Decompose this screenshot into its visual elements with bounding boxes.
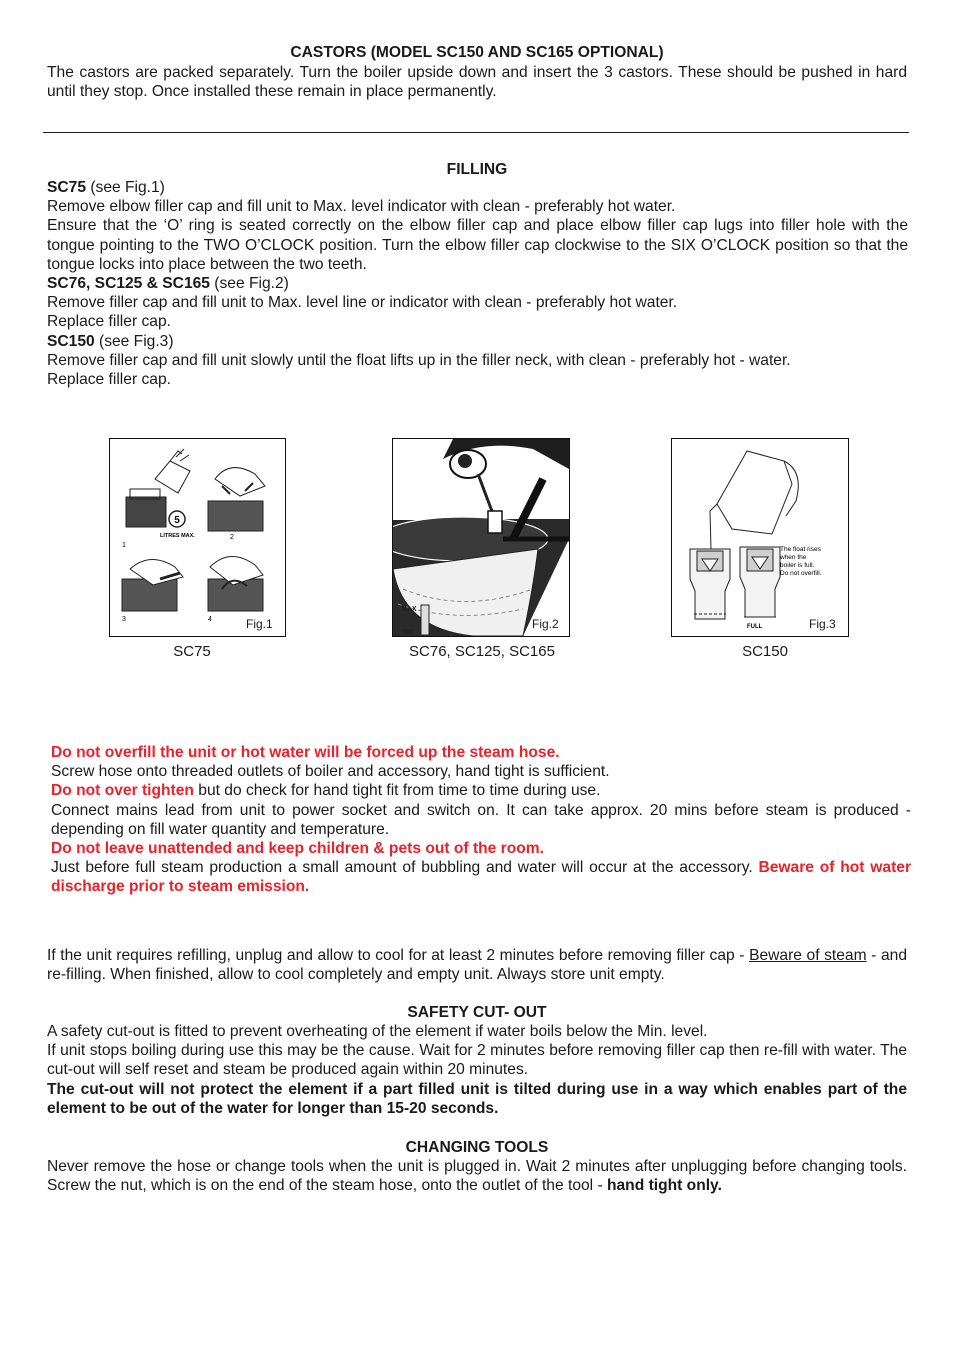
sc150-line1: Remove filler cap and fill unit slowly until the float lifts up in the filler neck, with clean - preferably hot - water. (47, 351, 791, 369)
warning-over-tighten: Do not over tighten (51, 782, 194, 800)
sc76-line2: Replace filler cap. (47, 313, 171, 331)
figure-3 (671, 438, 849, 637)
fig1-label: Fig.1 (246, 617, 273, 631)
sc75-line1: Remove elbow filler cap and fill unit to Max. level indicator with clean - preferably hot water. (47, 198, 676, 216)
fig1-badge: 5 (174, 515, 180, 526)
tools-text: Never remove the hose or change tools when the unit is plugged in. Wait 2 minutes after unplugging before changing tools. Screw the nut, which is on the end of the steam hose, onto the outlet of the tool - (47, 1158, 907, 1195)
castors-heading: CASTORS (MODEL SC150 AND SC165 OPTIONAL) (290, 44, 664, 61)
sc150-title: SC150 (47, 332, 95, 350)
over-tighten-rest: but do check for hand tight fit from time to time during use. (193, 782, 601, 800)
fig2-label: Fig.2 (532, 617, 559, 631)
fig3-label: Fig.3 (809, 617, 836, 631)
sc75-ref: (see Fig.1) (86, 179, 165, 196)
sc76-title: SC76, SC125 & SC165 (47, 275, 210, 293)
figure-1 (109, 438, 286, 637)
figure-2 (392, 438, 570, 637)
fig3-full-label: FULL (747, 624, 763, 630)
fig3-note-1: The float rises (780, 546, 821, 553)
fig1-step-2: 2 (230, 534, 234, 541)
fig1-note: LITRES MAX. (160, 533, 195, 539)
fig1-illustration (110, 439, 285, 636)
fig3-note-4: Do not overfill. (780, 570, 822, 577)
screw-instruction: Screw hose onto threaded outlets of boiler and accessory, hand tight is sufficient. (51, 763, 610, 781)
safety-warning-bold: The cut-out will not protect the element if a part filled unit is tilted during use in a way which enables part of the element to be out of the water for longer than 15-20 seconds. (47, 1080, 907, 1117)
fig2-caption: SC76, SC125, SC165 (409, 643, 555, 660)
castors-text: The castors are packed separately. Turn the boiler upside down and insert the 3 castors. These should be pushed in hard until they stop. Once installed these remain in place permanently. (47, 64, 907, 101)
tools-heading: CHANGING TOOLS (405, 1139, 549, 1156)
sc75-title: SC75 (47, 179, 87, 196)
section-divider (43, 132, 909, 133)
fig1-step-1: 1 (122, 542, 126, 549)
sc76-line1: Remove filler cap and fill unit to Max. level line or indicator with clean - preferably hot water. (47, 294, 678, 312)
sc75-line2: Ensure that the ‘O’ ring is seated correctly on the elbow filler cap and place elbow filler cap lugs into filler hole with the tongue pointing to the TWO O’CLOCK position. Turn the elbow filler cap clockwise to the SIX O’CLOCK position so that the tongue locks into place between the two teeth. (47, 217, 908, 273)
refill-part1: If the unit requires refilling, unplug and allow to cool for at least 2 minutes before removing filler cap - (47, 947, 750, 964)
connect-instruction: Connect mains lead from unit to power socket and switch on. It can take approx. 20 mins before steam is produced - depending on fill water quantity and temperature. (51, 801, 911, 838)
fig2-min-label: MIN (401, 629, 414, 636)
filling-body (47, 178, 908, 389)
sc76-ref: (see Fig.2) (209, 275, 289, 293)
filling-heading: FILLING (446, 161, 508, 178)
bubbling-text: Just before full steam production a small amount of bubbling and water will occur at the accessory. (51, 859, 759, 877)
warning-unattended: Do not leave unattended and keep children & pets out of the room. (51, 840, 544, 858)
fig1-step-4: 4 (208, 616, 212, 623)
sc150-ref: (see Fig.3) (94, 332, 174, 350)
tools-bold: hand tight only. (606, 1177, 722, 1195)
fig3-caption: SC150 (742, 643, 788, 660)
safety-body (47, 1022, 907, 1118)
refill-paragraph (47, 946, 907, 984)
safety-line1: A safety cut-out is fitted to prevent overheating of the element if water boils below the Min. level. (47, 1023, 708, 1040)
safety-heading: SAFETY CUT- OUT (407, 1004, 547, 1021)
beware-of-steam: Beware of steam (749, 947, 867, 964)
warning-overfill: Do not overfill the unit or hot water will be forced up the steam hose. (51, 744, 560, 761)
fig1-step-3: 3 (122, 616, 126, 623)
tools-body (47, 1157, 907, 1195)
fig3-note-2: when the (780, 554, 807, 561)
fig2-illustration (393, 439, 569, 636)
sc150-line2: Replace filler cap. (47, 371, 171, 389)
fig2-max-label: MAX (401, 606, 417, 613)
safety-line2: If unit stops boiling during use this may be the cause. Wait for 2 minutes before removing filler cap then re-fill with water. The cut-out will self reset and steam be produced again within 20 minutes. (47, 1042, 907, 1079)
warning-discharge: Beware of hot water discharge prior to steam emission. (51, 859, 912, 896)
fig1-caption: SC75 (173, 643, 211, 660)
fig3-illustration (672, 439, 848, 636)
refill-part2: - and re-filling. When finished, allow to cool completely and empty unit. Always store unit empty. (47, 947, 907, 984)
warnings-block (51, 743, 911, 897)
fig3-note-3: boiler is full. (780, 562, 815, 569)
